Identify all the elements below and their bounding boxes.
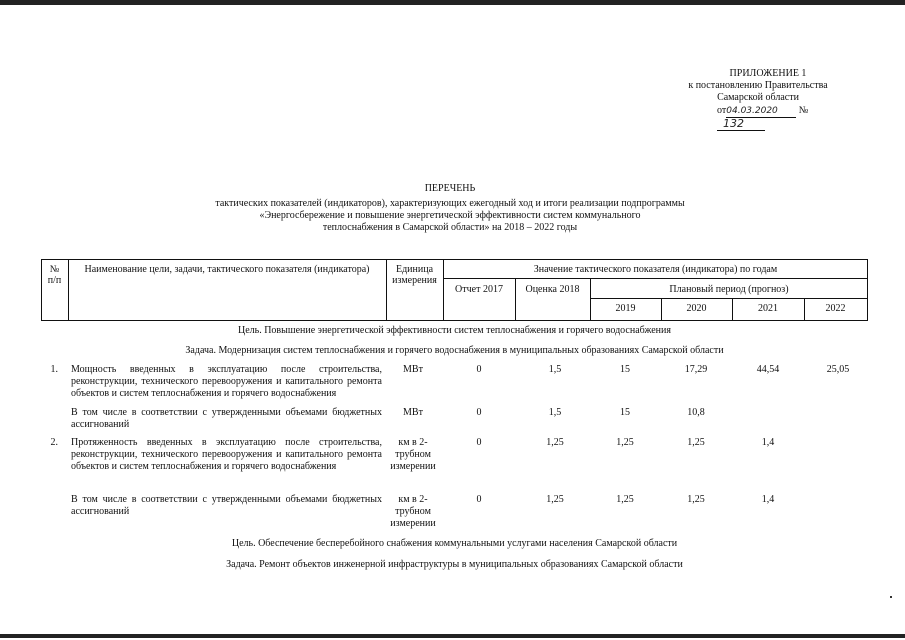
value-2019: 15	[620, 407, 630, 418]
row-unit: км в 2-трубном измерении	[390, 437, 436, 472]
bottom-border	[0, 634, 905, 638]
header-year-2022: 2022	[825, 303, 846, 314]
row-text: Протяженность введенных в эксплуатацию после строительства, реконструкции, технического перевооружения и капитального ремонта объектов и систем теплоснабжения и горячего водоснабжения	[71, 437, 382, 472]
row-text: В том числе в соответствии с утвержденными объемами бюджетных ассигнований	[71, 407, 382, 430]
header-no	[41, 264, 68, 286]
document-title	[150, 183, 750, 234]
row-unit: МВт	[403, 364, 423, 375]
header-no-label-2: п/п	[47, 275, 62, 286]
top-border	[0, 0, 905, 5]
scan-speck	[890, 596, 892, 598]
value-2018: 1,5	[548, 364, 562, 375]
header-values: Значение тактического показателя (индикатора) по годам	[533, 264, 778, 275]
task-1: Задача. Модернизация систем теплоснабжения и горячего водоснабжения в муниципальных образованиях Самарской области	[185, 345, 724, 356]
header-estimate-2018: Оценка 2018	[525, 284, 580, 295]
header-year-2020: 2020	[686, 303, 707, 314]
table-header	[41, 259, 868, 321]
appendix-block	[663, 68, 853, 131]
header-unit	[386, 264, 443, 286]
grid-line	[443, 278, 868, 279]
value-2017: 0	[476, 407, 482, 418]
value-2020: 1,25	[687, 437, 705, 448]
number-prefix: №	[798, 105, 809, 116]
header-report-2017: Отчет 2017	[455, 284, 503, 295]
header-year-2021: 2021	[758, 303, 778, 314]
from-prefix: от	[717, 105, 727, 116]
row-text: В том числе в соответствии с утвержденными объемами бюджетных ассигнований	[71, 494, 382, 517]
value-2022: 25,05	[826, 364, 850, 375]
row-unit: МВт	[403, 407, 423, 418]
header-no-label: №	[49, 264, 60, 275]
title-line-2: «Энергосбережение и повышение энергетической эффективности систем коммунального	[259, 210, 641, 221]
value-2017: 0	[476, 437, 482, 448]
handwritten-number: 132	[717, 118, 765, 131]
header-plan-period: Плановый период (прогноз)	[669, 284, 789, 295]
value-2018: 1,5	[548, 407, 562, 418]
header-unit-label-2: измерения	[392, 275, 437, 286]
value-2021: 44,54	[756, 364, 780, 375]
value-2018: 1,25	[546, 437, 564, 448]
header-year-2019: 2019	[615, 303, 636, 314]
value-2020: 10,8	[687, 407, 705, 418]
appendix-resolution: к постановлению Правительства	[688, 80, 828, 91]
row-number: 1.	[50, 364, 58, 375]
appendix-date-number	[663, 105, 853, 131]
row-number: 2.	[50, 437, 58, 448]
title-line-3: теплоснабжения в Самарской области» на 2018 – 2022 годы	[322, 222, 578, 233]
goal-1: Цель. Повышение энергетической эффективности систем теплоснабжения и горячего водоснабжения	[238, 325, 671, 336]
row-text: Мощность введенных в эксплуатацию после строительства, реконструкции, технического перевооружения и капитального ремонта объектов и систем теплоснабжения и горячего водоснабжения	[71, 364, 382, 399]
title-head: ПЕРЕЧЕНЬ	[424, 183, 476, 194]
value-2020: 1,25	[687, 494, 705, 505]
value-2019: 15	[620, 364, 630, 375]
value-2017: 0	[476, 494, 482, 505]
title-line-1: тактических показателей (индикаторов), характеризующих ежегодный ход и итоги реализации подпрограммы	[215, 198, 685, 209]
handwritten-date: 04.03.2020	[726, 105, 796, 118]
appendix-title: ПРИЛОЖЕНИЕ 1	[729, 68, 807, 79]
value-2020: 17,29	[684, 364, 708, 375]
value-2021: 1,4	[761, 437, 775, 448]
value-2019: 1,25	[616, 494, 634, 505]
value-2019: 1,25	[616, 437, 634, 448]
value-2017: 0	[476, 364, 482, 375]
header-name: Наименование цели, задачи, тактического показателя (индикатора)	[84, 264, 370, 275]
goal-2: Цель. Обеспечение бесперебойного снабжения коммунальными услугами населения Самарской области	[231, 538, 678, 549]
header-unit-label: Единица	[395, 264, 434, 275]
appendix-region: Самарской области	[717, 92, 799, 103]
value-2018: 1,25	[546, 494, 564, 505]
task-2: Задача. Ремонт объектов инженерной инфраструктуры в муниципальных образованиях Самарской области	[226, 559, 683, 570]
row-unit: км в 2-трубном измерении	[390, 494, 436, 529]
value-2021: 1,4	[761, 494, 775, 505]
grid-line	[590, 298, 868, 299]
